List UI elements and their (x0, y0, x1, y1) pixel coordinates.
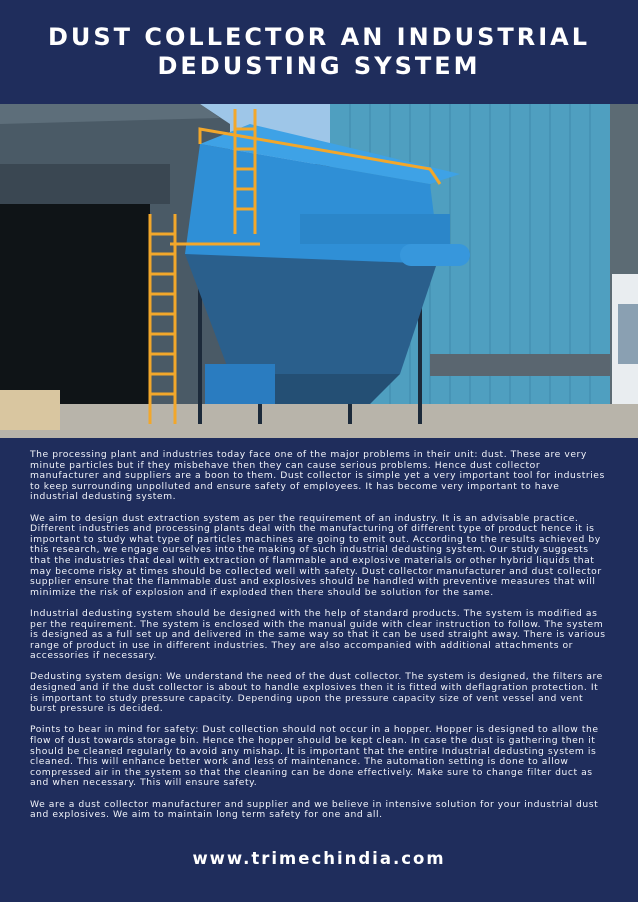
dust-collector-photo (0, 104, 638, 438)
page-title: DUST COLLECTOR AN INDUSTRIAL DEDUSTING SYSTEM (47, 23, 590, 80)
paragraph-system-design: Dedusting system design: We understand the need of the dust collector. The system is designed, the filters are designed and if the dust collector is about to handle explosives then it is fitted with deflagration protection. It is important to study pressure capacity. Depending upon the pressure capacity size of vent vessel and vent burst pressure is decided. (30, 671, 603, 715)
paragraph-safety: Points to bear in mind for safety: Dust collection should not occur in a hopper. Hopper is designed to allow the flow of dust towards storage bin. Hence the hopper should be kept clean. In case the dust is gathering then it should be cleaned regularly to avoid any mishap. It is important that the entire Industrial dedusting system is cleaned. This will enhance better work and less of maintenance. The automation setting is done to allow compressed air in the system so that the cleaning can be done effectively. Make sure to change filter duct as and when necessary. This will ensure safety. (30, 724, 599, 789)
paragraph-standards: Industrial dedusting system should be designed with the help of standard products. The system is modified as per the requirement. The system is enclosed with the manual guide with clear instruction to follow. The system is designed as a full set up and delivered in the same way so that it can be used straight away. There is various range of product in use in different industries. They are also accompanied with additional attachments or accessories if necessary. (30, 607, 606, 662)
paragraph-design: We aim to design dust extraction system as per the requirement of an industry. It is an advisable practice. Different industries and processing plants deal with the manufacturing of different type of product hence it is important to study what type of particles machines are going to emit out. According to the results achieved by this research, we engage ourselves into the making of such industrial dedusting system. Our study suggests that the industries that deal with extraction of flammable and explosive materials or other hybrid liquids that may become risky at times should be collected well with safety. Dust collector manufacturer and dust collector supplier ensure that the flammable dust and explosives should be handled with preventive measures that will minimize the risk of explosion and if exploded then there should be solution for the same. (30, 512, 602, 598)
header (0, 0, 638, 104)
article-body (30, 450, 610, 831)
paragraph-closing: We are a dust collector manufacturer and supplier and we believe in intensive solution for your industrial dust and explosives. We aim to maintain long term safety for one and all. (30, 798, 599, 821)
website-link[interactable]: www.trimechindia.com (192, 849, 446, 868)
paragraph-intro: The processing plant and industries today face one of the major problems in their unit: dust. These are very minute particles but if they misbehave then they can cause serious problems. Hence dust collector manufacturer and suppliers are a boon to them. Dust collector is simple yet a very important tool for industries to keep surrounding unpolluted and ensure safety of employees. It has become very important to have industrial dedusting system. (30, 449, 605, 503)
